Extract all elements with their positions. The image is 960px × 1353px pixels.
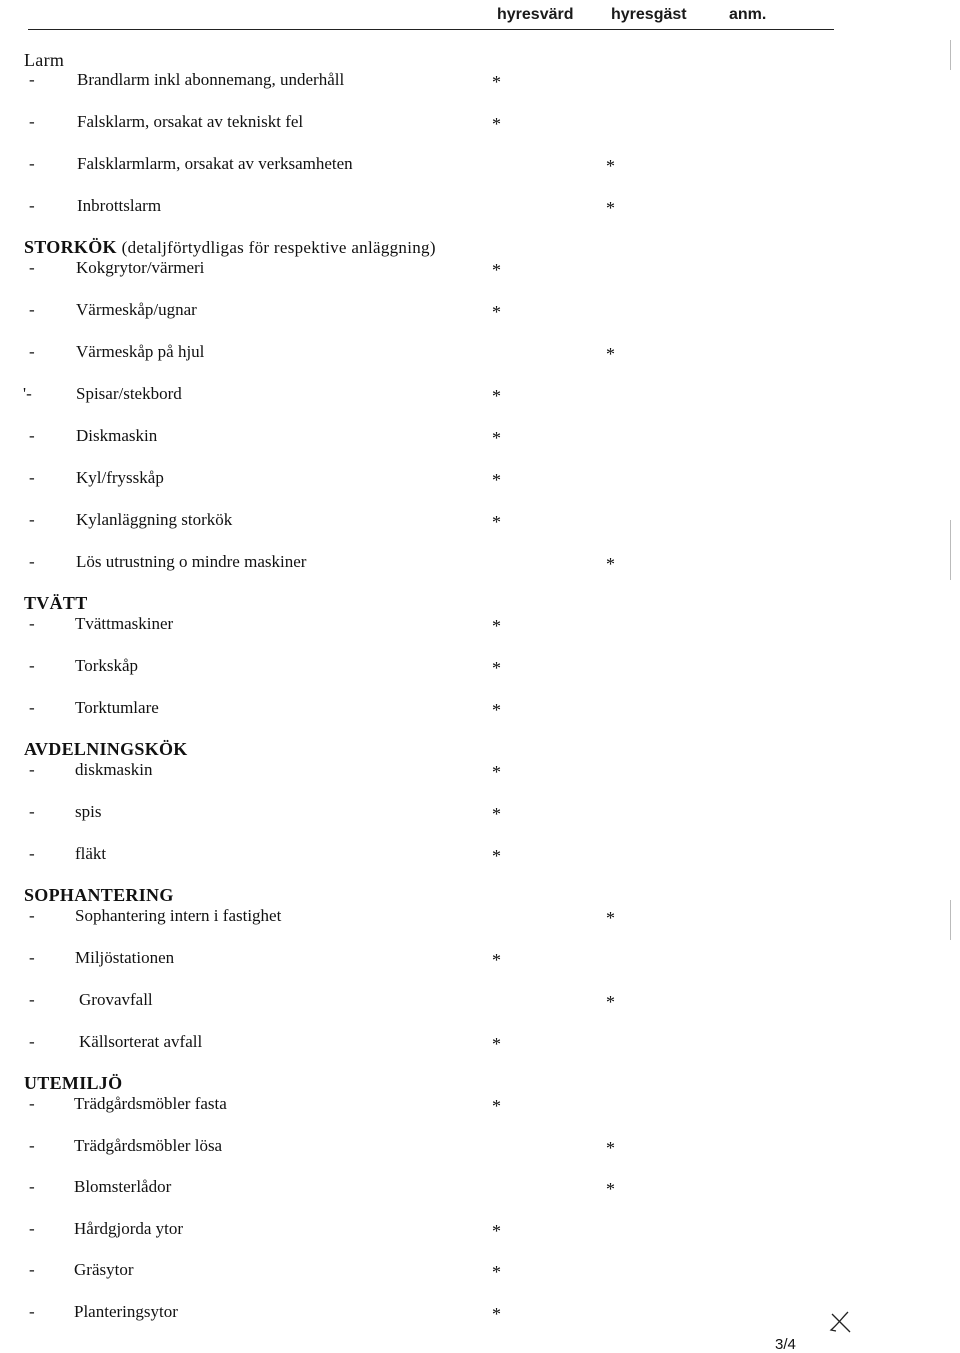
list-item <box>0 552 960 574</box>
responsibility-mark: * <box>492 846 501 866</box>
item-label: Falsklarm, orsakat av tekniskt fel <box>77 112 304 131</box>
list-item <box>0 300 960 322</box>
list-item <box>0 154 960 176</box>
list-item <box>0 70 960 92</box>
list-item <box>0 1302 960 1324</box>
item-dash: - <box>29 258 35 277</box>
item-label: Trädgårdsmöbler fasta <box>74 1094 227 1113</box>
item-dash: - <box>29 1094 35 1113</box>
list-item <box>0 1260 960 1282</box>
responsibility-mark: * <box>606 198 615 218</box>
item-label: Kokgrytor/värmeri <box>76 258 205 277</box>
responsibility-mark: * <box>492 616 501 636</box>
item-label: Diskmaskin <box>76 426 158 445</box>
item-dash: - <box>29 844 35 863</box>
item-dash: - <box>29 426 35 445</box>
responsibility-mark: * <box>492 1096 501 1116</box>
item-label: Tvättmaskiner <box>75 614 174 633</box>
list-item <box>0 990 960 1012</box>
responsibility-mark: * <box>492 1034 501 1054</box>
responsibility-mark: * <box>492 1221 501 1241</box>
scan-margin-mark <box>950 520 951 580</box>
responsibility-mark: * <box>606 1138 615 1158</box>
responsibility-mark: * <box>492 950 501 970</box>
column-hyresgast-heading: hyresgäst <box>611 6 687 23</box>
item-dash: - <box>29 656 35 675</box>
responsibility-mark: * <box>492 1304 501 1324</box>
responsibility-mark: * <box>606 992 615 1012</box>
item-dash: - <box>29 510 35 529</box>
list-item <box>0 906 960 928</box>
item-dash: - <box>29 112 35 131</box>
item-label: Blomsterlådor <box>74 1177 172 1196</box>
responsibility-mark: * <box>492 1262 501 1282</box>
list-item <box>0 698 960 720</box>
handwritten-initial-icon <box>828 1310 854 1339</box>
item-label: Brandlarm inkl abonnemang, underhåll <box>77 70 345 89</box>
page-number: 3/4 <box>775 1336 796 1353</box>
section-title-avdelningskok: AVDELNINGSKÖK <box>24 739 188 759</box>
item-label: Torkskåp <box>75 656 139 675</box>
responsibility-mark: * <box>492 470 501 490</box>
responsibility-mark: * <box>492 512 501 532</box>
item-dash: - <box>29 906 35 925</box>
section-title-text: STORKÖK <box>24 237 117 257</box>
item-label: Planteringsytor <box>74 1302 178 1321</box>
item-dash: '- <box>23 384 32 403</box>
item-label: diskmaskin <box>75 760 153 779</box>
responsibility-mark: * <box>492 260 501 280</box>
item-dash: - <box>29 342 35 361</box>
item-dash: - <box>29 468 35 487</box>
column-hyresvard-heading: hyresvärd <box>497 6 574 23</box>
responsibility-mark: * <box>492 804 501 824</box>
item-dash: - <box>29 1219 35 1238</box>
responsibility-mark: * <box>492 428 501 448</box>
section-subtitle: (detaljförtydligas för respektive anläggning) <box>121 238 436 257</box>
responsibility-mark: * <box>606 554 615 574</box>
list-item <box>0 196 960 218</box>
item-label: Falsklarmlarm, orsakat av verksamheten <box>77 154 353 173</box>
responsibility-mark: * <box>492 302 501 322</box>
list-item <box>0 656 960 678</box>
item-label: Trädgårdsmöbler lösa <box>74 1136 223 1155</box>
item-dash: - <box>29 196 35 215</box>
scan-margin-mark <box>950 40 951 70</box>
list-item <box>0 1032 960 1054</box>
responsibility-mark: * <box>606 344 615 364</box>
item-dash: - <box>29 990 35 1009</box>
responsibility-mark: * <box>492 700 501 720</box>
scan-margin-mark <box>950 900 951 940</box>
list-item <box>0 1094 960 1116</box>
list-item <box>0 1136 960 1158</box>
list-item <box>0 510 960 532</box>
list-item <box>0 426 960 448</box>
item-dash: - <box>29 1136 35 1155</box>
item-label: Kyl/frysskåp <box>76 468 164 487</box>
item-label: Miljöstationen <box>75 948 175 967</box>
list-item <box>0 844 960 866</box>
item-label: Källsorterat avfall <box>79 1032 203 1051</box>
item-dash: - <box>29 948 35 967</box>
section-title-larm: Larm <box>24 50 65 70</box>
item-dash: - <box>29 154 35 173</box>
item-label: Sophantering intern i fastighet <box>75 906 282 925</box>
list-item <box>0 112 960 134</box>
item-label: Inbrottslarm <box>77 196 162 215</box>
item-dash: - <box>29 760 35 779</box>
list-item <box>0 468 960 490</box>
item-dash: - <box>29 300 35 319</box>
item-label: fläkt <box>75 844 107 863</box>
item-label: Värmeskåp/ugnar <box>76 300 197 319</box>
responsibility-mark: * <box>492 72 501 92</box>
header-rule <box>28 29 834 30</box>
item-dash: - <box>29 1260 35 1279</box>
item-dash: - <box>29 1032 35 1051</box>
item-label: spis <box>75 802 102 821</box>
item-label: Hårdgjorda ytor <box>74 1219 184 1238</box>
item-label: Lös utrustning o mindre maskiner <box>76 552 307 571</box>
item-label: Spisar/stekbord <box>76 384 182 403</box>
responsibility-mark: * <box>606 1179 615 1199</box>
list-item <box>0 614 960 636</box>
list-item <box>0 1177 960 1199</box>
responsibility-mark: * <box>606 156 615 176</box>
responsibility-mark: * <box>606 908 615 928</box>
item-dash: - <box>29 1177 35 1196</box>
item-dash: - <box>29 614 35 633</box>
list-item <box>0 384 960 406</box>
list-item <box>0 760 960 782</box>
responsibility-mark: * <box>492 658 501 678</box>
column-header <box>0 0 960 34</box>
list-item <box>0 342 960 364</box>
section-title-utemiljo: UTEMILJÖ <box>24 1073 123 1093</box>
item-dash: - <box>29 802 35 821</box>
responsibility-mark: * <box>492 114 501 134</box>
column-anm-heading: anm. <box>729 6 767 23</box>
item-label: Kylanläggning storkök <box>76 510 233 529</box>
item-label: Värmeskåp på hjul <box>76 342 205 361</box>
responsibility-mark: * <box>492 762 501 782</box>
item-label: Torktumlare <box>75 698 159 717</box>
section-title-tvatt: TVÄTT <box>24 593 88 613</box>
item-label: Gräsytor <box>74 1260 134 1279</box>
section-title-sophantering: SOPHANTERING <box>24 885 174 905</box>
item-dash: - <box>29 552 35 571</box>
list-item <box>0 1219 960 1241</box>
item-dash: - <box>29 70 35 89</box>
item-dash: - <box>29 1302 35 1321</box>
item-dash: - <box>29 698 35 717</box>
section-title-storkok <box>24 237 436 258</box>
responsibility-mark: * <box>492 386 501 406</box>
list-item <box>0 258 960 280</box>
list-item <box>0 948 960 970</box>
item-label: Grovavfall <box>79 990 153 1009</box>
list-item <box>0 802 960 824</box>
